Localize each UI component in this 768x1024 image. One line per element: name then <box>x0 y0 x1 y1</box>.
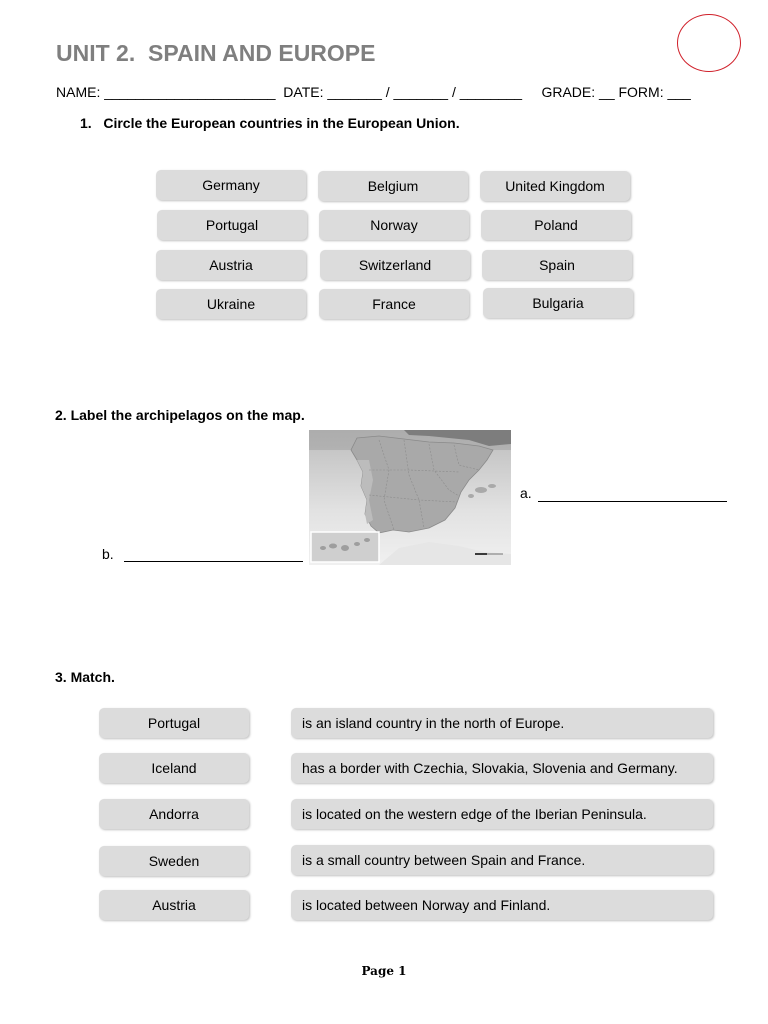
match-country-austria[interactable]: Austria <box>99 890 249 920</box>
match-description-4[interactable]: is a small country between Spain and France. <box>291 845 713 875</box>
country-chip-spain[interactable]: Spain <box>482 250 632 280</box>
country-chip-france[interactable]: France <box>319 289 469 319</box>
match-description-5[interactable]: is located between Norway and Finland. <box>291 890 713 920</box>
country-chip-ukraine[interactable]: Ukraine <box>156 289 306 319</box>
map-label-b: b. <box>102 546 114 562</box>
match-country-andorra[interactable]: Andorra <box>99 799 249 829</box>
answer-line-a[interactable] <box>538 501 727 502</box>
worksheet-title: UNIT 2. SPAIN AND EUROPE <box>56 40 376 66</box>
match-country-portugal[interactable]: Portugal <box>99 708 249 738</box>
country-chip-united-kingdom[interactable]: United Kingdom <box>480 171 630 201</box>
match-country-sweden[interactable]: Sweden <box>99 846 249 876</box>
country-chip-portugal[interactable]: Portugal <box>157 210 307 240</box>
grade-circle <box>677 14 741 72</box>
map-label-a: a. <box>520 485 532 501</box>
question-1-prompt: 1. Circle the European countries in the European Union. <box>80 115 460 131</box>
match-description-2[interactable]: has a border with Czechia, Slovakia, Slovenia and Germany. <box>291 753 713 783</box>
country-chip-germany[interactable]: Germany <box>156 170 306 200</box>
match-description-3[interactable]: is located on the western edge of the Iberian Peninsula. <box>291 799 713 829</box>
page-number: Page 1 <box>361 964 407 978</box>
question-2-prompt: 2. Label the archipelagos on the map. <box>55 407 305 423</box>
match-country-iceland[interactable]: Iceland <box>99 753 249 783</box>
student-info-line: NAME: ______________________ DATE: _______ / _______ / ________ GRADE: __ FORM: ___ <box>56 84 691 100</box>
spain-map-image <box>309 430 511 565</box>
country-chip-belgium[interactable]: Belgium <box>318 171 468 201</box>
country-chip-bulgaria[interactable]: Bulgaria <box>483 288 633 318</box>
country-chip-poland[interactable]: Poland <box>481 210 631 240</box>
question-3-prompt: 3. Match. <box>55 669 115 685</box>
match-description-1[interactable]: is an island country in the north of Europe. <box>291 708 713 738</box>
country-chip-switzerland[interactable]: Switzerland <box>320 250 470 280</box>
country-chip-austria[interactable]: Austria <box>156 250 306 280</box>
answer-line-b[interactable] <box>124 561 303 562</box>
country-chip-norway[interactable]: Norway <box>319 210 469 240</box>
